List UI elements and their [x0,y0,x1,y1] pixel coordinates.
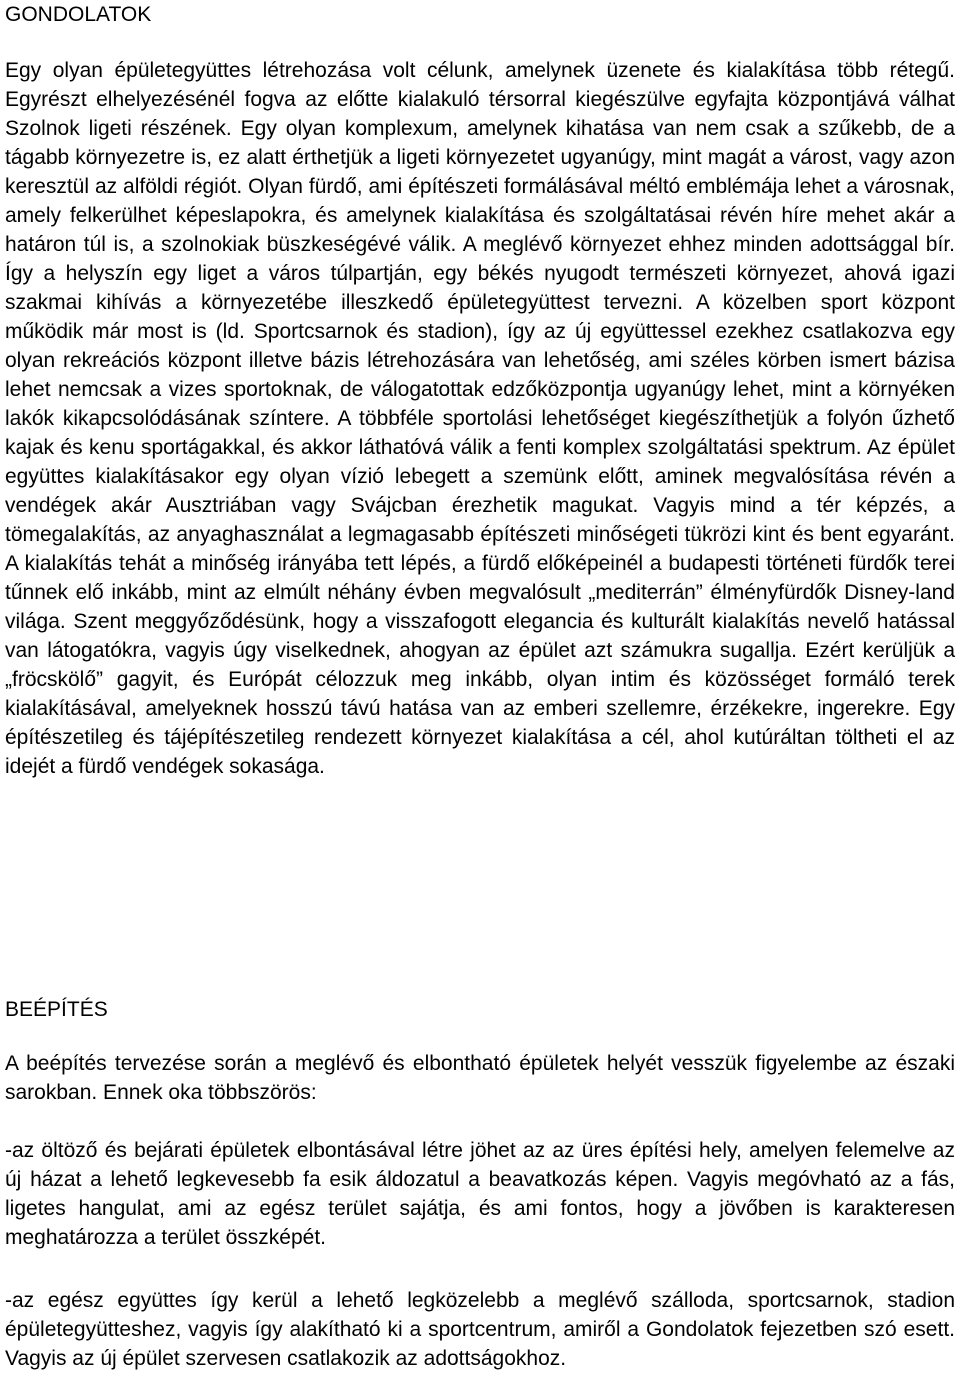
section-heading-gondolatok: GONDOLATOK [5,3,152,26]
section-heading-beepites: BEÉPÍTÉS [5,998,108,1021]
beepites-point-2: -az egész együttes így kerül a lehető legközelebb a meglévő szálloda, sportcsarnok, stadion épületegyütteshez, vagyis így alakítható ki a sportcentrum, amiről a Gondolatok fejezetben szó esett. Vagyis az új épület szervesen csatlakozik az adottságokhoz. [5,1289,955,1370]
gondolatok-paragraph: Egy olyan épületegyüttes létrehozása volt célunk, amelynek üzenete és kialakítása több rétegű. Egyrészt elhelyezésénél fogva az előtte kialakuló térsorral kiegészülve egyfajta központjává válhat Szolnok ligeti részének. Egy olyan komplexum, amelynek kihatása van nem csak a szűkebb, de a tágabb környezetre is, ez alatt érthetjük a ligeti környezetet ugyanúgy, mint magát a várost, vagy azon keresztül az alföldi régiót. Olyan fürdő, ami építészeti formálásával méltó emblémája lehet a városnak, amely felkerülhet képeslapokra, és amelynek kialakítása és szolgáltatásai révén híre mehet akár a határon túl is, a szolnokiak büszkeségévé válik. A meglévő környezet ehhez minden adottsággal bír. Így a helyszín egy liget a város túlpartján, egy békés nyugodt természeti környezet, ahová igazi szakmai kihívás a környezetébe illeszkedő épületegyüttest tervezni. A közelben sport központ működik már most is (ld. Sportcsarnok és stadion), így az új együttessel ezekhez csatlakozva egy olyan rekreációs központ illetve bázis létrehozására van lehetőség, ami széles körben ismert bázisa lehet nemcsak a vizes sportoknak, de válogatottak edzőközpontja ugyanúgy lehet, mint a környéken lakók kikapcsolódásának színtere. A többféle sportolási lehetőséget kiegészíthetjük a folyón űzhető kajak és kenu sportágakkal, és akkor láthatóvá válik a fenti komplex szolgáltatási spektrum. Az épület együttes kialakításakor egy olyan vízió lebegett a szemünk előtt, aminek megvalósítása révén a vendégek akár Ausztriában vagy Svájcban érezhetik magukat. Vagyis mind a tér képzés, a tömegalakítás, az anyaghasználat a legmagasabb építészeti minőségeti tükrözi kint és bent egyaránt. A kialakítás tehát a minőség irányába tett lépés, a fürdő előképeinél a budapesti történeti fürdők terei tűnnek elő inkább, mint az elmúlt néhány évben megvalósult „mediterrán” élményfürdők Disney-land világa. Szent meggyőződésünk, hogy a visszafogott elegancia és kulturált kialakítás nevelő hatással van látogatókra, vagyis úgy viselkednek, ahogyan az épület azt számukra sugallja. Ezért kerüljük a „fröcskölő” gagyit, és Európát célozzuk meg inkább, olyan intim és közösséget formáló terek kialakításával, amelyeknek hosszú távú hatása van az emberi szellemre, érzékekre, ingerekre. Egy építészetileg és tájépítészetileg rendezett környezet kialakítása a cél, ahol kutúráltan töltheti el az idejét a fürdő vendégek sokasága. [5,59,955,778]
beepites-intro-paragraph: A beépítés tervezése során a meglévő és elbontható épületek helyét vesszük figyelembe az északi sarokban. Ennek oka többszörös: [5,1052,955,1104]
beepites-point-1: -az öltöző és bejárati épületek elbontásával létre jöhet az az üres építési hely, amelyen felemelve az új házat a lehető legkevesebb fa esik áldozatul a beavatkozás képen. Vagyis megóvható az a fás, ligetes hangulat, ami az egész terület sajátja, és ami fontos, hogy a jövőben is karakteresen meghatározza a terület összképét. [5,1139,955,1249]
